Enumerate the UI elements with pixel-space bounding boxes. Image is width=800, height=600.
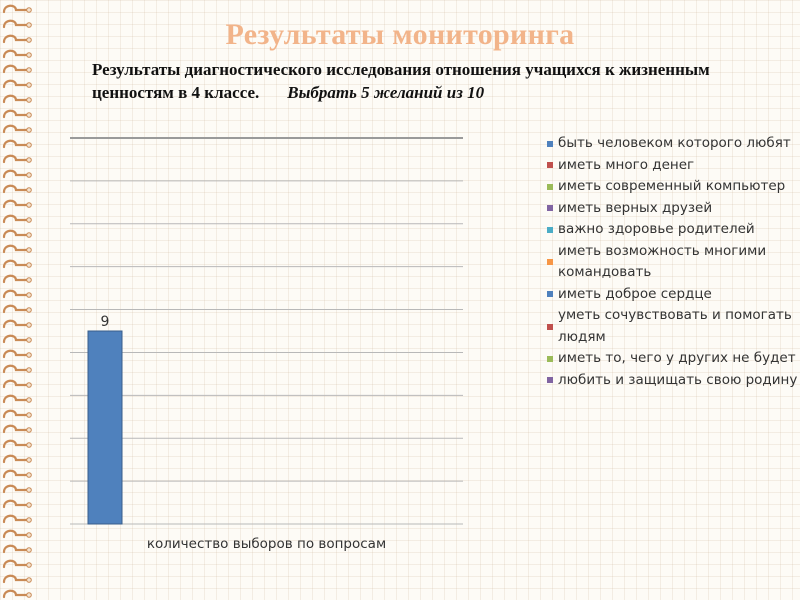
- legend-item: [547, 176, 800, 198]
- legend-swatch: [547, 205, 553, 211]
- legend-item: [547, 198, 800, 220]
- legend-label: уметь сочувствовать и помогать людям: [558, 307, 792, 345]
- legend-swatch: [547, 324, 553, 330]
- legend-swatch: [547, 356, 553, 362]
- legend-swatch: [547, 377, 553, 383]
- subtitle-main: Результаты диагностического исследования отношения учащихся к жизненным ценностям в 4 классе.: [92, 60, 710, 102]
- legend-swatch: [547, 141, 553, 147]
- legend-item: [547, 348, 800, 370]
- legend-label: любить и защищать свою родину: [558, 371, 798, 388]
- legend-label: иметь верных друзей: [558, 199, 713, 216]
- bar-1: [88, 331, 122, 524]
- legend-swatch: [547, 162, 553, 168]
- slide-title: Результаты мониторинга: [225, 18, 575, 51]
- legend-swatch: [547, 291, 553, 297]
- legend-item: [547, 241, 800, 284]
- legend-label: иметь возможность многими командовать: [558, 242, 767, 280]
- legend-label: иметь современный компьютер: [558, 178, 786, 194]
- category-label: количество выборов по вопросам: [146, 536, 387, 552]
- legend-label: иметь то, чего у других не будет: [558, 350, 796, 366]
- legend-item: [547, 219, 800, 241]
- legend-label: иметь много денег: [558, 156, 695, 173]
- subtitle-emphasis: Выбрать 5 желаний из 10: [287, 83, 485, 102]
- legend-label: иметь доброе сердце: [558, 285, 712, 302]
- legend-item: [547, 284, 800, 306]
- legend-item: [547, 370, 800, 392]
- legend-swatch: [547, 227, 553, 233]
- legend-label: быть человеком которого любят: [558, 135, 791, 151]
- bar-data-label: 9: [100, 314, 110, 330]
- chart-legend: [547, 133, 800, 391]
- legend-swatch: [547, 184, 553, 190]
- legend-label: важно здоровье родителей: [558, 221, 755, 237]
- legend-swatch: [547, 259, 553, 265]
- legend-item: [547, 133, 800, 155]
- legend-item: [547, 155, 800, 177]
- legend-item: [547, 305, 800, 348]
